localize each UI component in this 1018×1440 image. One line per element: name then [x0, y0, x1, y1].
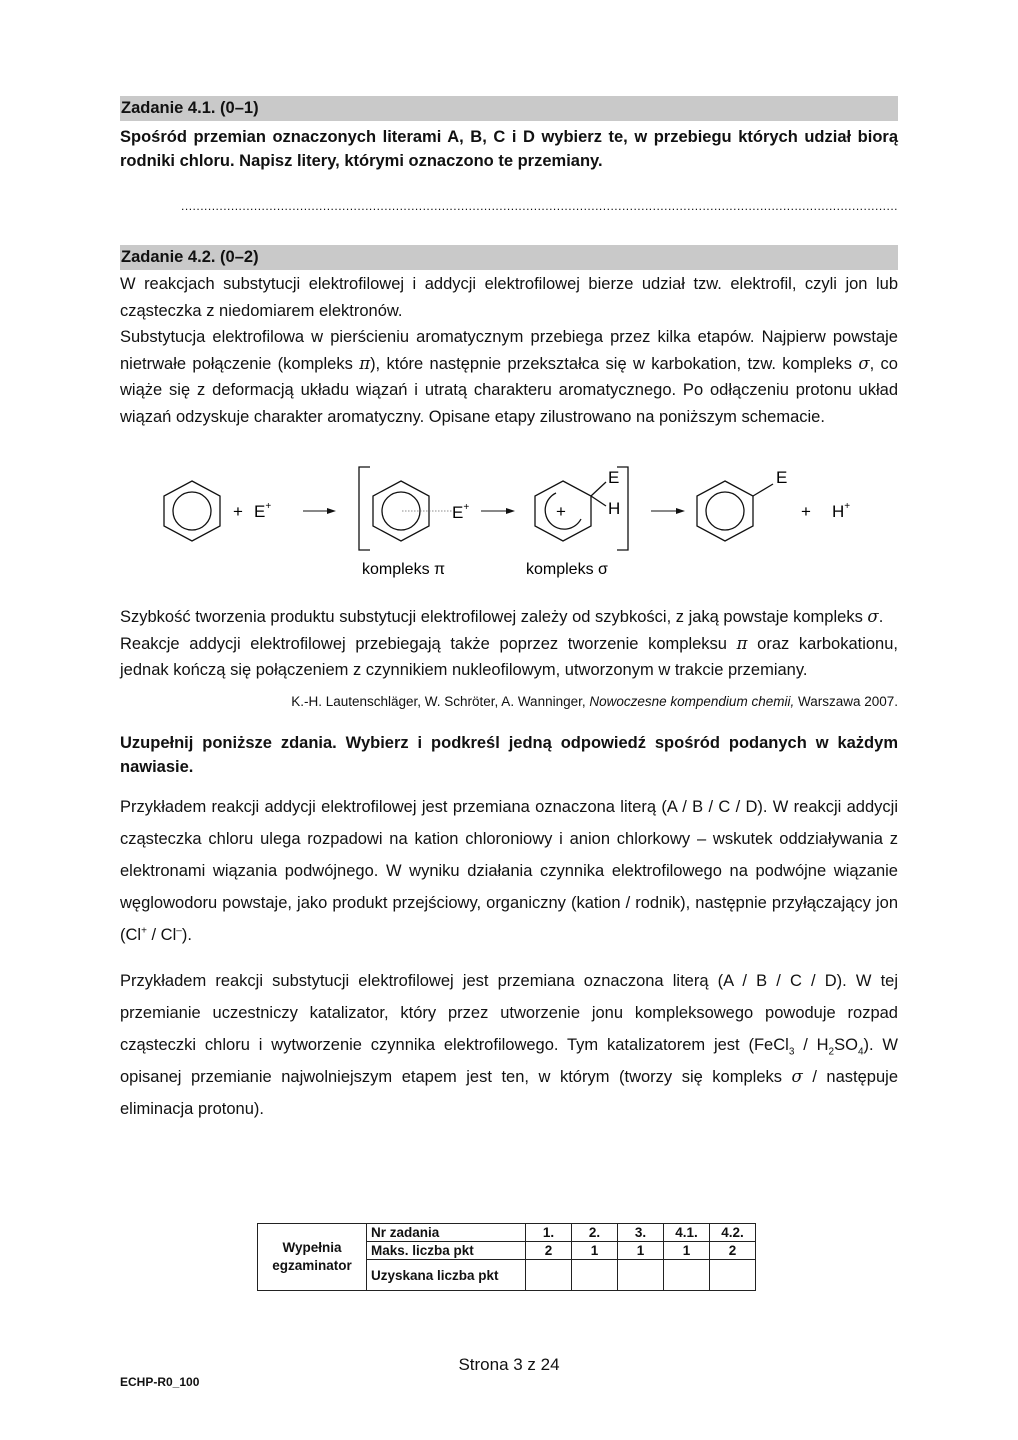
benzene-ring-product — [697, 481, 773, 541]
arrowhead — [506, 508, 515, 514]
rate-paragraph: Szybkość tworzenia produktu substytucji elektrofilowej zależy od szybkości, z jaką powstaje kompleks σ. — [120, 607, 884, 626]
sentence-substitution[interactable]: Przykładem reakcji substytucji elektrofilowej jest przemiana oznaczona literą (A / B / C / D). W tej przemianie uczestniczy katalizator, który przez utworzenie jonu kompleksowego powoduje rozpad cząsteczki chloru i wytworzenie czynnika elektrofilowego. Tym katalizatorem jest (FeCl$_3$ / $H_2SO_4$). W opisanej przemianie najwolniejszym etapem jest ten, w którym (tworzy się kompleks σ / następuje eliminacja protonu). — [120, 971, 898, 1118]
sentence-addition[interactable]: Przykładem reakcji addycji elektrofilowej jest przemiana oznaczona literą (A / B / C / D). W reakcji addycji cząsteczka chloru ulega rozpadowi na kation chloroniowy i anion chlorkowy – wskutek oddziaływania z elektronami wiązania podwójnego. W wyniku działania czynnika elektrofilowego na podwójne wiązanie węglowodoru powstaje, jako produkt przejściowy, organiczny (kation / rodnik), następnie przyłączający jon (Cl+ / Cl–). — [120, 797, 898, 944]
label-sigma-complex: kompleks σ — [526, 561, 608, 578]
task-4-1 — [120, 96, 898, 213]
obtained-points-label: Uzyskana liczba pkt — [367, 1260, 526, 1291]
electrophile: E+ — [254, 501, 272, 521]
task-number-cell: 4.1. — [664, 1224, 710, 1242]
arrowhead — [676, 508, 685, 514]
max-points-cell: 1 — [572, 1242, 618, 1260]
task-4-2-continued — [120, 604, 898, 1125]
task-4-2 — [120, 245, 898, 430]
page-number: Strona 3 z 24 — [458, 1355, 560, 1374]
source-citation: K.-H. Lautenschläger, W. Schröter, A. Wanninger, Nowoczesne kompendium chemii, Warszawa 2007. — [291, 693, 898, 709]
task-number-label: Nr zadania — [367, 1224, 526, 1242]
product-substituent-e: E — [776, 468, 788, 487]
plus-sign: + — [233, 502, 243, 521]
task-4-1-instruction: Spośród przemian oznaczonych literami A, B, C i D wybierz te, w przebiegu których udział biorą rodniki chloru. Napisz litery, którymi oznaczono te przemiany. — [120, 128, 898, 170]
grading-table — [257, 1223, 756, 1291]
obtained-points-cell[interactable] — [526, 1260, 572, 1291]
task-number-cell: 1. — [526, 1224, 572, 1242]
proton: H+ — [832, 501, 851, 521]
bracket-left — [359, 467, 370, 550]
exam-code: ECHP-R0_100 — [120, 1375, 200, 1389]
obtained-points-cell[interactable] — [572, 1260, 618, 1291]
task-number-cell: 3. — [618, 1224, 664, 1242]
substituent-h: H — [608, 499, 621, 518]
reaction-scheme — [0, 455, 1018, 590]
task-number-cell: 2. — [572, 1224, 618, 1242]
task-number-cell: 4.2. — [710, 1224, 756, 1242]
addition-paragraph: Reakcje addycji elektrofilowej przebiegają także poprzez tworzenie kompleksu π oraz karbokationu, jednak kończą się połączeniem z czynnikiem nukleofilowym, utworzonym w trakcie przemiany. — [120, 633, 898, 679]
plus-sign: + — [801, 502, 811, 521]
task-4-2-instruction: Uzupełnij poniższe zdania. Wybierz i podkreśl jedną odpowiedź spośród podanych w każdym nawiasie. — [120, 733, 898, 776]
max-points-label: Maks. liczba pkt — [367, 1242, 526, 1260]
arrowhead — [327, 508, 336, 514]
obtained-points-cell[interactable] — [710, 1260, 756, 1291]
intro-paragraph: W reakcjach substytucji elektrofilowej i addycji elektrofilowej bierze udział tzw. elektrofil, czyli jon lub cząsteczka z niedomiarem elektronów. — [120, 275, 898, 320]
mechanism-paragraph: Substytucja elektrofilowa w pierścieniu aromatycznym przebiega przez kilka etapów. Najpierw powstaje nietrwałe połączenie (kompleks π), które następnie przekształca się w karbokation, tzw. kompleks σ, co wiąże się z deformacją układu wiązań i utratą charakteru aromatycznego. Po odłączeniu protonu układ wiązań odzyskuje charakter aromatyczny. Opisane etapy zilustrowano na poniższym schemacie. — [120, 328, 898, 426]
label-pi-complex: kompleks π — [362, 561, 446, 578]
task-4-2-header: Zadanie 4.2. (0–2) — [120, 245, 898, 270]
max-points-cell: 1 — [618, 1242, 664, 1260]
obtained-points-cell[interactable] — [664, 1260, 710, 1291]
benzene-ring-reactant — [164, 481, 220, 541]
sigma-complex-ring — [535, 481, 606, 541]
max-points-cell: 2 — [526, 1242, 572, 1260]
electrophile-pi: E+ — [452, 502, 470, 522]
max-points-cell: 1 — [664, 1242, 710, 1260]
sigma-charge: + — [556, 502, 566, 521]
max-points-cell: 2 — [710, 1242, 756, 1260]
answer-line[interactable]: ........................................................................................................................................................................................... — [181, 199, 898, 213]
substituent-e: E — [608, 468, 620, 487]
examiner-label: Wypełnia egzaminator — [258, 1224, 367, 1291]
task-4-1-header: Zadanie 4.1. (0–1) — [120, 96, 898, 121]
obtained-points-cell[interactable] — [618, 1260, 664, 1291]
